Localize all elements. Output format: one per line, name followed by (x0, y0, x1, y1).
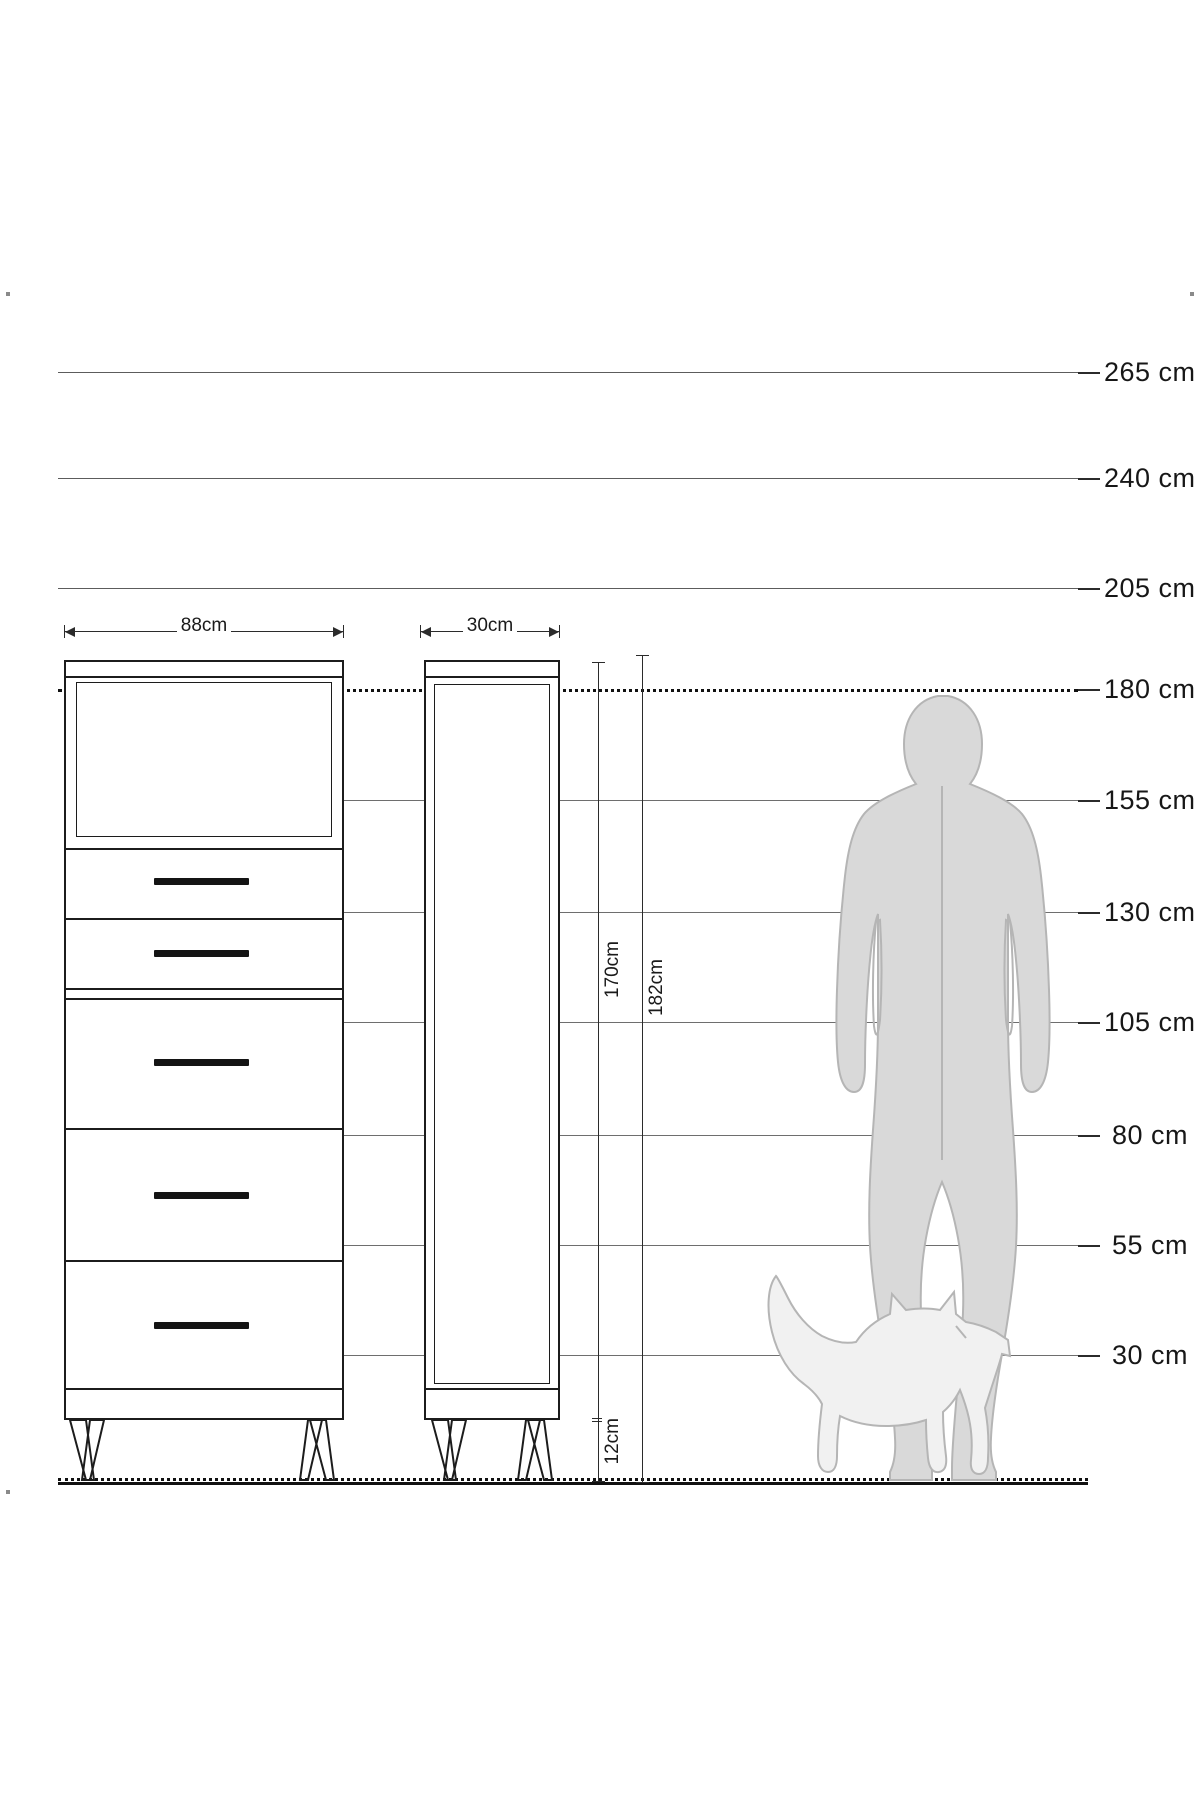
tick-155 (1078, 800, 1100, 802)
rule-240 (58, 478, 1078, 479)
dim-arrow-right (333, 627, 343, 637)
tall-cabinet-bottom-edge (426, 1388, 558, 1390)
drawer-handle-1[interactable] (154, 878, 249, 885)
drawer-handle-2[interactable] (154, 950, 249, 957)
tick-30 (1078, 1355, 1100, 1357)
tall-cabinet-top-edge (426, 676, 558, 678)
scale-label-205: 205 cm (1104, 573, 1196, 603)
tick-55 (1078, 1245, 1100, 1247)
scale-label-80: 80 cm (1112, 1120, 1189, 1150)
rule-265 (58, 372, 1078, 373)
drawer-divider-4 (66, 1128, 342, 1130)
scale-label-155: 155 cm (1104, 785, 1196, 815)
tick-130 (1078, 912, 1100, 914)
scale-label-240: 240 cm (1104, 463, 1196, 493)
tall-cabinet[interactable] (424, 660, 560, 1420)
dimension-label-170: 170cm (602, 937, 624, 1002)
cat-silhouette (760, 1270, 1020, 1485)
wide-cabinet-legs (60, 1418, 352, 1484)
drawer-divider-3b (66, 998, 342, 1000)
scale-label-105: 105 cm (1104, 1007, 1196, 1037)
tick-80 (1078, 1135, 1100, 1137)
registration-dot-top-left (6, 292, 10, 296)
tick-205 (1078, 588, 1100, 590)
dim-bar (642, 655, 643, 1483)
dim-arrow-left (65, 627, 75, 637)
wide-cabinet[interactable] (64, 660, 344, 1420)
tick-265 (1078, 372, 1100, 374)
drawer-handle-3[interactable] (154, 1059, 249, 1066)
scale-label-180: 180 cm (1104, 674, 1196, 704)
dimension-height-182 (636, 655, 667, 1483)
dimension-height-170 (592, 662, 623, 1422)
rule-205 (58, 588, 1078, 589)
tall-cabinet-legs (420, 1418, 570, 1484)
tick-105 (1078, 1022, 1100, 1024)
drawer-divider-1 (66, 848, 342, 850)
dimension-label-12: 12cm (602, 1414, 624, 1468)
dim-bar (598, 662, 599, 1422)
drawer-divider-5 (66, 1260, 342, 1262)
tick-180 (1078, 689, 1100, 691)
registration-dot-top-right (1190, 292, 1194, 296)
dimension-width-88 (64, 615, 344, 639)
dim-arrow-right (549, 627, 559, 637)
dimension-width-30 (420, 615, 560, 639)
dim-bar (598, 1418, 599, 1482)
dimension-label-30: 30cm (463, 615, 517, 637)
drawer-handle-5[interactable] (154, 1322, 249, 1329)
drawer-handle-4[interactable] (154, 1192, 249, 1199)
tick-240 (1078, 478, 1100, 480)
scale-label-265: 265 cm (1104, 357, 1196, 387)
drawer-divider-2 (66, 918, 342, 920)
dimension-height-12 (592, 1418, 623, 1482)
scale-label-30: 30 cm (1112, 1340, 1189, 1370)
cabinet-top-edge (66, 676, 342, 678)
dimension-label-182: 182cm (646, 955, 668, 1020)
registration-dot-bottom-left (6, 1490, 10, 1494)
dim-arrow-left (421, 627, 431, 637)
open-shelf (76, 682, 332, 837)
scale-label-130: 130 cm (1104, 897, 1196, 927)
scale-label-55: 55 cm (1112, 1230, 1189, 1260)
tall-cabinet-door[interactable] (434, 684, 550, 1384)
drawer-divider-3 (66, 988, 342, 990)
cabinet-bottom-edge (66, 1388, 342, 1390)
dimension-label-88: 88cm (177, 615, 231, 637)
